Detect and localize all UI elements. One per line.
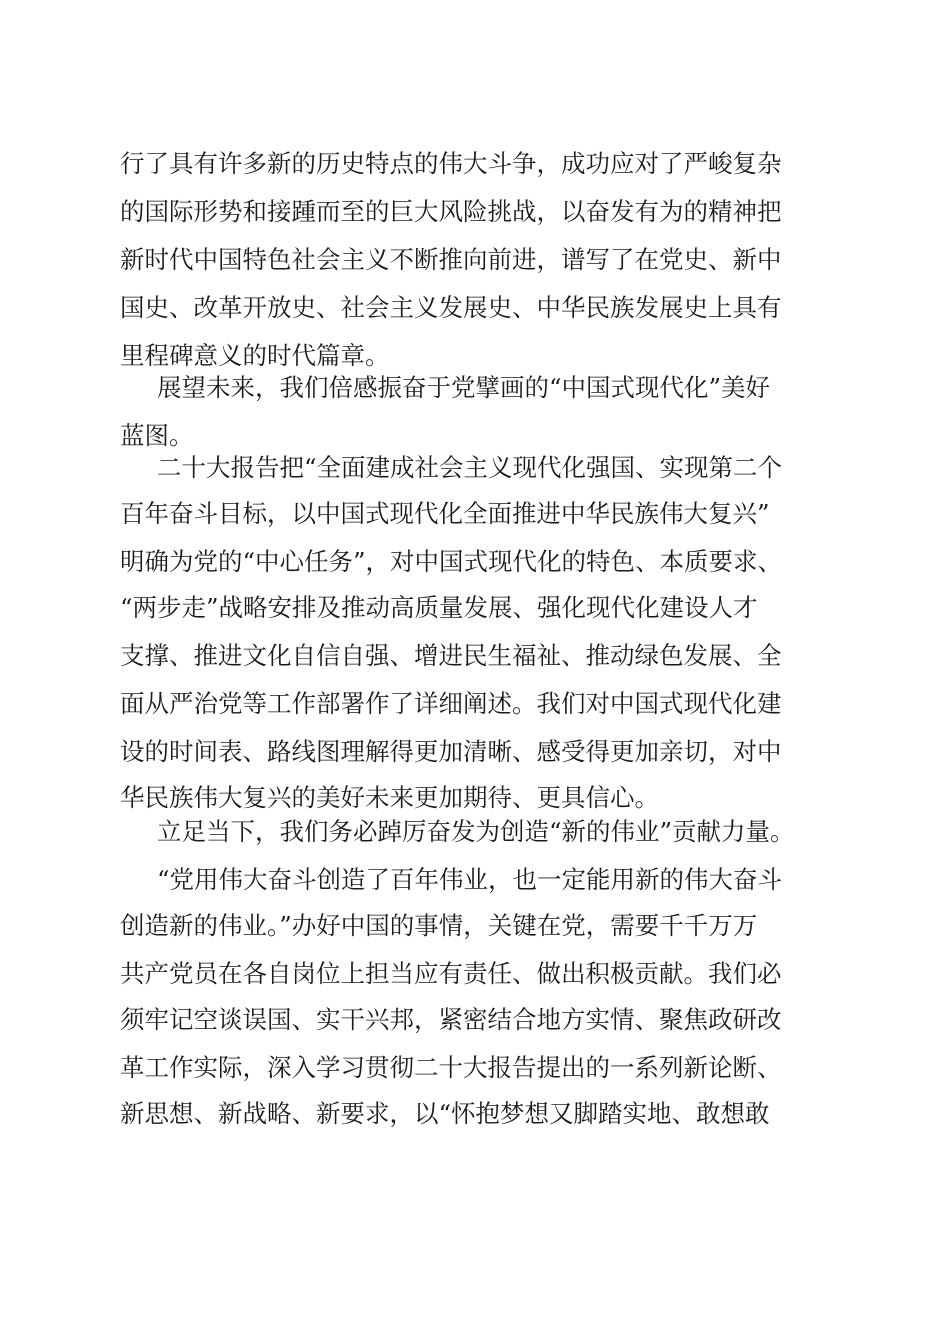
text-line: 共产党员在各自岗位上担当应有责任、做出积极贡献。我们必 <box>120 959 782 988</box>
text-line: 设的时间表、路线图理解得更加清晰、感受得更加亲切，对中 <box>120 737 782 766</box>
paragraph-first-line: “党用伟大奋斗创造了百年伟业，也一定能用新的伟大奋斗 <box>157 865 783 894</box>
text-line: 创造新的伟业。”办好中国的事情，关键在党，需要千千万万 <box>120 911 758 940</box>
paragraph-first-line: 立足当下，我们务必踔厉奋发为创造“新的伟业”贡献力量。 <box>157 817 795 846</box>
text-line: 百年奋斗目标，以中国式现代化全面推进中华民族伟大复兴” <box>120 499 770 528</box>
text-line: 面从严治党等工作部署作了详细阐述。我们对中国式现代化建 <box>120 689 782 718</box>
text-line: 里程碑意义的时代篇章。 <box>120 341 390 370</box>
text-line: “两步走”战略安排及推动高质量发展、强化现代化建设人才 <box>120 593 758 622</box>
text-line: 华民族伟大复兴的美好未来更加期待、更具信心。 <box>120 783 659 812</box>
text-line: 支撑、推进文化自信自强、增进民生福祉、推动绿色发展、全 <box>120 641 782 670</box>
text-line: 蓝图。 <box>120 421 194 450</box>
text-line: 须牢记空谈误国、实干兴邦，紧密结合地方实情、聚焦政研改 <box>120 1005 782 1034</box>
text-line: 行了具有许多新的历史特点的伟大斗争，成功应对了严峻复杂 <box>120 149 782 178</box>
text-line: 明确为党的“中心任务”，对中国式现代化的特色、本质要求、 <box>120 547 783 576</box>
text-line: 国史、改革开放史、社会主义发展史、中华民族发展史上具有 <box>120 293 782 322</box>
text-line: 革工作实际，深入学习贯彻二十大报告提出的一系列新论断、 <box>120 1053 782 1082</box>
text-line: 新时代中国特色社会主义不断推向前进，谱写了在党史、新中 <box>120 245 782 274</box>
paragraph-first-line: 二十大报告把“全面建成社会主义现代化强国、实现第二个 <box>157 453 783 482</box>
text-line: 的国际形势和接踵而至的巨大风险挑战，以奋发有为的精神把 <box>120 197 782 226</box>
paragraph-first-line: 展望未来，我们倍感振奋于党擘画的“中国式现代化”美好 <box>157 373 771 402</box>
text-line: 新思想、新战略、新要求，以“怀抱梦想又脚踏实地、敢想敢 <box>120 1099 770 1128</box>
